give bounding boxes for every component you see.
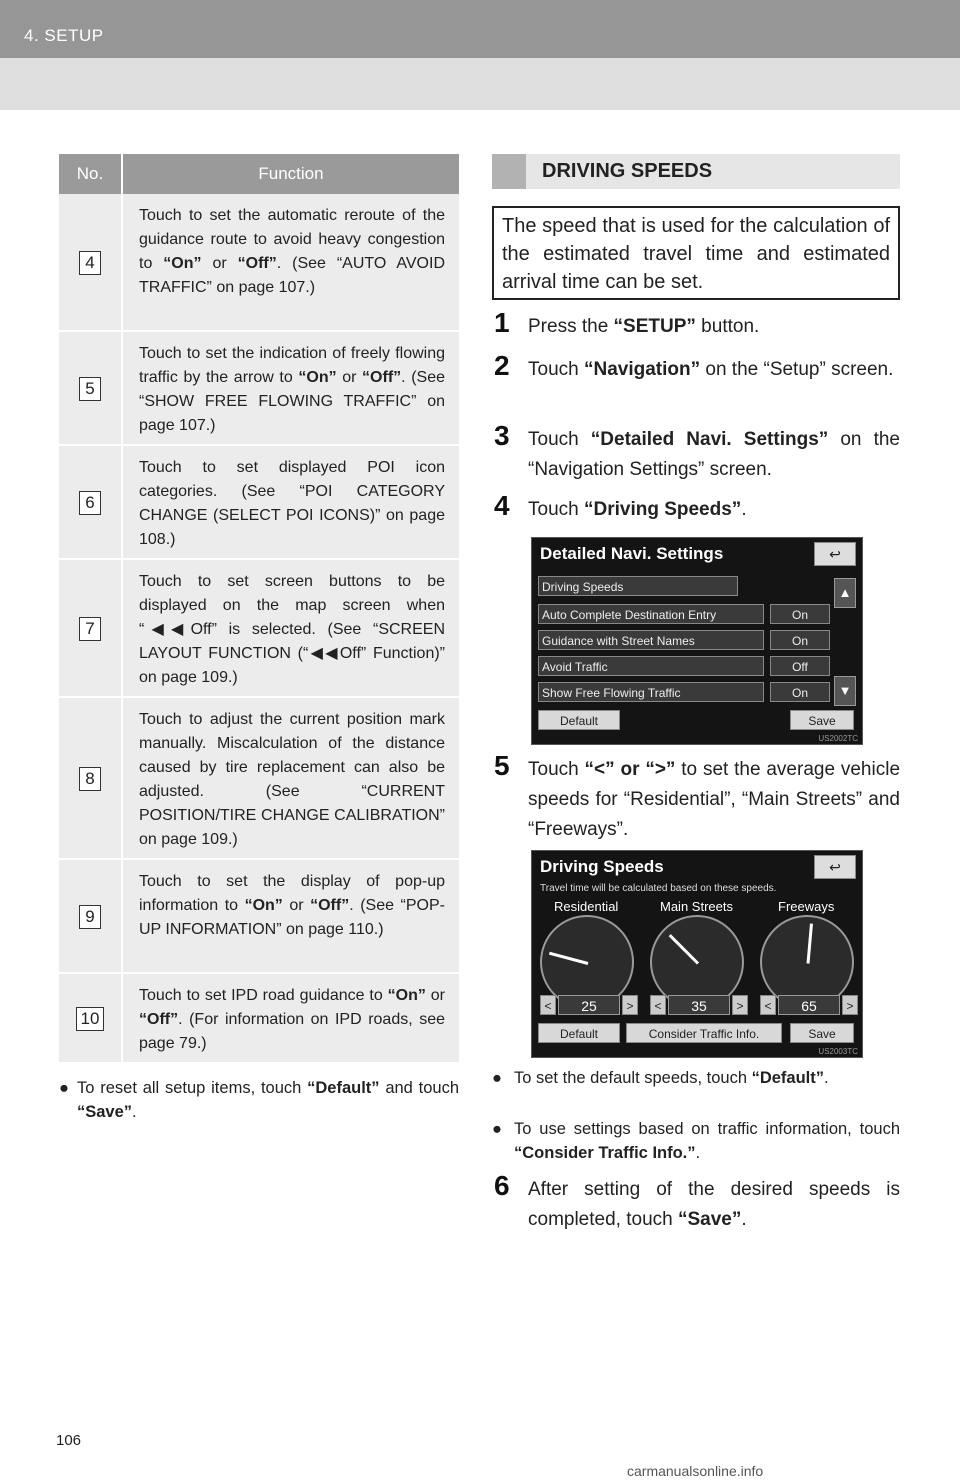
row-text: Touch to set the indication of freely flowing traffic by the arrow to “On” or “Off”. (See “SHOW FREE FLOWING TRAFFIC” on page 107.) <box>139 345 446 434</box>
table-row <box>59 860 459 974</box>
residential-increase-button[interactable]: > <box>622 995 638 1015</box>
default-button[interactable]: Default <box>538 710 620 730</box>
section-intro: The speed that is used for the calculation of the estimated travel time and estimated arrival time can be set. <box>492 206 900 300</box>
row-number: 7 <box>79 617 101 641</box>
row-number: 6 <box>79 491 101 515</box>
show-free-flowing-button[interactable]: Show Free Flowing Traffic <box>538 682 764 702</box>
scroll-up-icon[interactable]: ▲ <box>834 578 856 608</box>
screen-subtitle: Travel time will be calculated based on these speeds. <box>540 883 777 894</box>
consider-traffic-button[interactable]: Consider Traffic Info. <box>626 1023 782 1043</box>
table-row <box>59 332 459 446</box>
screen-title: Detailed Navi. Settings <box>540 544 724 563</box>
row-text: Touch to adjust the current position mark manually. Miscalculation of the distance caused by tire replacement can also be adjusted. (See “CURRENT POSITION/TIRE CHANGE CALIBRATION” on page 109.) <box>139 711 445 848</box>
freeways-increase-button[interactable]: > <box>842 995 858 1015</box>
row-text: Touch to set the display of pop-up information to “On” or “Off”. (See “POP-UP INFORMATION” on page 110.) <box>139 873 445 938</box>
row-text: Touch to set the automatic reroute of the guidance route to avoid heavy congestion to “On” or “Off”. (See “AUTO AVOID TRAFFIC” on page 107.) <box>139 207 446 296</box>
image-code: US2003TC <box>818 1047 858 1056</box>
main-streets-speed-value: 35 <box>668 995 730 1015</box>
bullet-icon: ● <box>59 1079 69 1097</box>
residential-speed-value: 25 <box>558 995 620 1015</box>
table-row <box>59 194 459 332</box>
table-row <box>59 446 459 560</box>
bullet-icon: ● <box>492 1120 502 1138</box>
row-text: Touch to set displayed POI icon categories. (See “POI CATEGORY CHANGE (SELECT POI ICONS)” on page 108.) <box>139 459 445 548</box>
main-streets-label: Main Streets <box>660 899 733 914</box>
section-title: DRIVING SPEEDS <box>542 160 713 182</box>
row-number: 10 <box>76 1007 104 1031</box>
row-number: 9 <box>79 905 101 929</box>
back-button[interactable]: ↩ <box>814 542 856 566</box>
bullet-icon: ● <box>492 1069 502 1087</box>
image-code: US2002TC <box>818 734 858 743</box>
row-text: Touch to set screen buttons to be displayed on the map screen when “◀◀Off” is selected. (See “SCREEN LAYOUT FUNCTION (“◀◀Off” Function)” on page 109.) <box>139 573 445 686</box>
auto-complete-button[interactable]: Auto Complete Destination Entry <box>538 604 764 624</box>
value-badge[interactable]: On <box>770 630 830 650</box>
driving-speeds-screen <box>531 850 863 1058</box>
section-label: 4. SETUP <box>24 26 104 45</box>
page-header <box>0 0 960 58</box>
watermark: carmanualsonline.info <box>627 1463 764 1479</box>
table-header <box>59 154 459 194</box>
col-function-header: Function <box>258 164 324 183</box>
freeways-decrease-button[interactable]: < <box>760 995 776 1015</box>
col-no-header: No. <box>59 154 123 194</box>
residential-label: Residential <box>554 899 619 914</box>
table-row <box>59 698 459 860</box>
value-badge[interactable]: On <box>770 682 830 702</box>
value-badge[interactable]: On <box>770 604 830 624</box>
reset-bullet: ● To reset all setup items, touch “Default” and touch “Save”. <box>59 1076 459 1124</box>
detailed-navi-settings-screen <box>531 537 863 745</box>
function-table <box>59 154 459 1064</box>
row-number: 8 <box>79 767 101 791</box>
default-button[interactable]: Default <box>538 1023 620 1043</box>
table-row <box>59 974 459 1064</box>
table-row <box>59 560 459 698</box>
traffic-bullet: ● To use settings based on traffic information, touch “Consider Traffic Info.”. <box>492 1117 900 1165</box>
scroll-down-icon[interactable]: ▼ <box>834 676 856 706</box>
page-number: 106 <box>56 1432 82 1449</box>
freeways-speed-value: 65 <box>778 995 840 1015</box>
default-bullet: ● To set the default speeds, touch “Default”. <box>492 1066 900 1090</box>
value-badge[interactable]: Off <box>770 656 830 676</box>
back-button[interactable]: ↩ <box>814 855 856 879</box>
header-band <box>0 58 960 110</box>
section-heading <box>492 154 900 189</box>
residential-decrease-button[interactable]: < <box>540 995 556 1015</box>
screen-title: Driving Speeds <box>540 857 664 876</box>
main-streets-increase-button[interactable]: > <box>732 995 748 1015</box>
save-button[interactable]: Save <box>790 1023 854 1043</box>
save-button[interactable]: Save <box>790 710 854 730</box>
driving-speeds-button[interactable]: Driving Speeds <box>538 576 738 596</box>
main-streets-decrease-button[interactable]: < <box>650 995 666 1015</box>
row-number: 4 <box>79 251 101 275</box>
row-text: Touch to set IPD road guidance to “On” or “Off”. (For information on IPD roads, see page 79.) <box>139 987 445 1052</box>
row-number: 5 <box>79 377 101 401</box>
avoid-traffic-button[interactable]: Avoid Traffic <box>538 656 764 676</box>
guidance-street-names-button[interactable]: Guidance with Street Names <box>538 630 764 650</box>
freeways-label: Freeways <box>778 899 835 914</box>
section-marker <box>492 154 526 189</box>
